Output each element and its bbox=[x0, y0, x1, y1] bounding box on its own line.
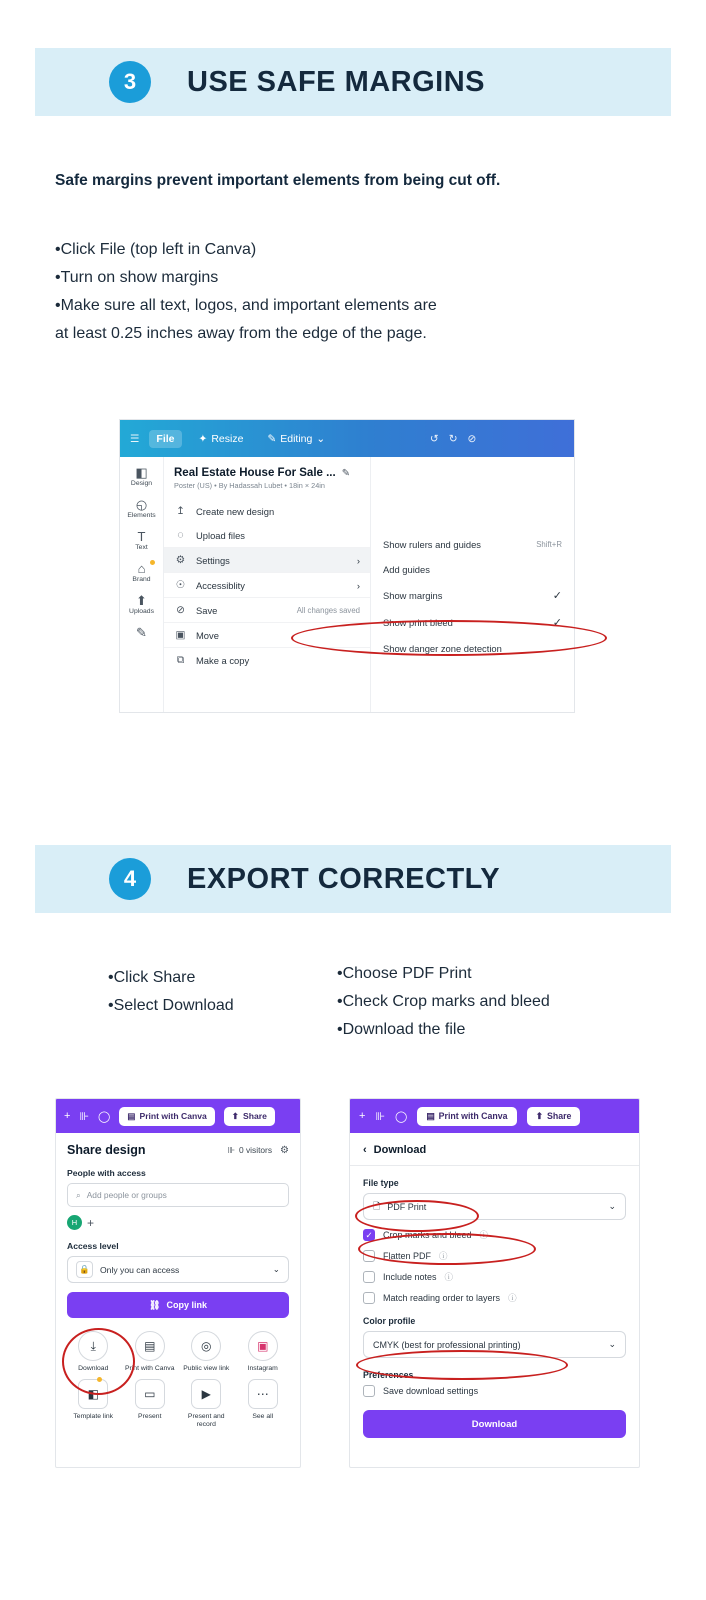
bullet: •Check Crop marks and bleed bbox=[337, 993, 550, 1010]
section-4-bullets-right bbox=[337, 960, 550, 1044]
info-icon[interactable]: ⓘ bbox=[444, 1272, 454, 1282]
option-label: Save download settings bbox=[383, 1386, 479, 1396]
menu-item-save[interactable] bbox=[164, 597, 370, 622]
menu-item-label: Accessiblity bbox=[196, 579, 245, 591]
section-banner-4 bbox=[35, 845, 671, 913]
option-label: Include notes bbox=[383, 1272, 437, 1282]
option-flatten-pdf[interactable] bbox=[363, 1250, 626, 1262]
action-label: Public view link bbox=[183, 1365, 230, 1372]
chart-icon[interactable]: ⊪ bbox=[79, 1110, 90, 1123]
share-design-title: Share design bbox=[67, 1143, 146, 1157]
submenu-item-label: Add guides bbox=[383, 564, 430, 575]
save-status: All changes saved bbox=[296, 605, 360, 615]
access-level-value: Only you can access bbox=[100, 1264, 180, 1275]
share-actions-grid bbox=[67, 1331, 289, 1429]
info-icon[interactable]: ⓘ bbox=[479, 1230, 489, 1240]
download-panel-body bbox=[350, 1133, 639, 1449]
action-label: Instagram bbox=[247, 1365, 278, 1372]
submenu-item-add-guides[interactable] bbox=[371, 557, 574, 582]
menu-item-label: Make a copy bbox=[196, 655, 250, 666]
sidebar-item-label: Elements bbox=[127, 512, 156, 519]
bullet: •Select Download bbox=[108, 997, 234, 1014]
avatar[interactable]: H bbox=[67, 1215, 82, 1230]
access-level-label: Access level bbox=[67, 1241, 119, 1251]
shortcut-label: Shift+R bbox=[536, 540, 562, 549]
submenu-item-label: Show rulers and guides bbox=[383, 539, 481, 550]
option-crop-marks[interactable] bbox=[363, 1229, 626, 1241]
sidebar-item-draw[interactable] bbox=[120, 625, 163, 640]
info-icon[interactable]: ⓘ bbox=[439, 1251, 448, 1261]
magic-wand-icon: ✦ bbox=[198, 432, 208, 445]
print-icon: ▤ bbox=[426, 1110, 435, 1121]
file-type-label: File type bbox=[363, 1178, 399, 1188]
new-design-icon: ↥ bbox=[176, 505, 185, 517]
share-toolbar bbox=[56, 1099, 300, 1133]
section-3-bullets bbox=[55, 236, 437, 348]
bullet: at least 0.25 inches away from the edge of the page. bbox=[55, 325, 427, 342]
new-badge-icon bbox=[97, 1377, 102, 1382]
gear-icon[interactable]: ⚙ bbox=[280, 1144, 289, 1156]
action-present[interactable] bbox=[124, 1379, 177, 1429]
chart-icon: ⊪ bbox=[227, 1145, 235, 1155]
section-3-lead: Safe margins prevent important elements from being cut off. bbox=[55, 172, 501, 189]
print-with-canva-label: Print with Canva bbox=[438, 1111, 508, 1121]
submenu-item-label: Show print bleed bbox=[383, 617, 453, 628]
share-button[interactable] bbox=[527, 1107, 581, 1126]
bullet: •Choose PDF Print bbox=[337, 965, 472, 982]
checkbox-icon[interactable] bbox=[363, 1271, 375, 1283]
instagram-icon: ▣ bbox=[248, 1331, 278, 1361]
checkbox-icon[interactable] bbox=[363, 1385, 375, 1397]
document-title-row[interactable] bbox=[164, 457, 370, 481]
access-level-select[interactable] bbox=[67, 1256, 289, 1283]
present-record-icon: ▶ bbox=[191, 1379, 221, 1409]
step-badge-4: 4 bbox=[109, 858, 151, 900]
move-icon: ▣ bbox=[175, 629, 186, 641]
action-label: Print with Canva bbox=[125, 1365, 175, 1372]
accessibility-icon: ☉ bbox=[175, 579, 186, 591]
present-icon: ▭ bbox=[135, 1379, 165, 1409]
upload-icon: ◌ bbox=[177, 529, 184, 541]
document-subtitle: Poster (US) • By Hadassah Lubet • 18in × 24in bbox=[174, 481, 325, 490]
option-label: Flatten PDF bbox=[383, 1251, 432, 1261]
text-icon: T bbox=[137, 529, 146, 544]
chevron-down-icon: ⌄ bbox=[608, 1339, 616, 1349]
menu-item-upload-files[interactable] bbox=[164, 523, 370, 547]
print-icon: ▤ bbox=[127, 1110, 136, 1121]
sidebar-item-label: Uploads bbox=[129, 608, 154, 615]
action-template-link[interactable] bbox=[67, 1379, 120, 1429]
action-print-with-canva[interactable] bbox=[124, 1331, 177, 1373]
submenu-item-label: Show margins bbox=[383, 590, 443, 601]
checkbox-icon[interactable] bbox=[363, 1292, 375, 1304]
share-button[interactable] bbox=[224, 1107, 275, 1126]
sidebar-item-uploads[interactable] bbox=[120, 593, 163, 615]
download-icon: ⤓ bbox=[78, 1331, 108, 1361]
bullet: •Click File (top left in Canva) bbox=[55, 241, 257, 258]
info-icon[interactable]: ⓘ bbox=[508, 1293, 517, 1303]
plus-icon[interactable]: + bbox=[64, 1110, 71, 1122]
action-present-and-record[interactable] bbox=[180, 1379, 233, 1429]
canva-editor-screenshot bbox=[119, 419, 575, 713]
menu-item-settings[interactable] bbox=[164, 547, 370, 572]
share-icon: ⬆ bbox=[535, 1110, 543, 1121]
chevron-down-icon: ⌄ bbox=[272, 1264, 280, 1274]
chevron-right-icon: › bbox=[356, 554, 360, 566]
bullet: •Make sure all text, logos, and important elements are bbox=[55, 297, 437, 314]
redo-icon[interactable]: ↻ bbox=[448, 432, 458, 445]
see-all-icon: ⋯ bbox=[248, 1379, 278, 1409]
elements-icon: ◵ bbox=[135, 497, 148, 512]
action-public-view-link[interactable] bbox=[180, 1331, 233, 1373]
chevron-down-icon: ⌄ bbox=[608, 1201, 616, 1211]
check-icon: ✓ bbox=[552, 590, 562, 602]
menu-item-accessibility[interactable] bbox=[164, 572, 370, 597]
action-label: Download bbox=[78, 1365, 109, 1372]
search-icon: ⌕ bbox=[76, 1189, 81, 1200]
option-label: Crop marks and bleed bbox=[383, 1230, 472, 1240]
template-link-icon: ◧ bbox=[78, 1379, 108, 1409]
option-save-download-settings[interactable] bbox=[363, 1385, 626, 1397]
resize-button[interactable] bbox=[192, 430, 251, 448]
canva-download-screenshot bbox=[349, 1098, 640, 1468]
sidebar-item-elements[interactable] bbox=[120, 497, 163, 519]
hamburger-icon[interactable]: ☰ bbox=[130, 432, 140, 445]
undo-icon[interactable]: ↺ bbox=[429, 432, 439, 445]
bullet: •Click Share bbox=[108, 969, 196, 986]
download-button[interactable]: Download bbox=[363, 1410, 626, 1438]
action-label: Template link bbox=[73, 1413, 114, 1420]
check-icon: ✓ bbox=[552, 617, 562, 629]
share-label: Share bbox=[243, 1111, 267, 1121]
design-icon: ◧ bbox=[135, 465, 148, 480]
sidebar-item-label: Brand bbox=[132, 576, 151, 583]
add-person-icon[interactable]: + bbox=[87, 1215, 95, 1230]
link-icon: ⛓ bbox=[149, 1299, 161, 1310]
canva-side-rail bbox=[120, 457, 164, 713]
print-with-canva-button[interactable] bbox=[417, 1107, 516, 1126]
share-label: Share bbox=[546, 1111, 572, 1121]
file-menu-button[interactable]: File bbox=[149, 430, 181, 448]
menu-item-label: Save bbox=[196, 604, 218, 616]
print-canva-icon: ▤ bbox=[135, 1331, 165, 1361]
share-icon: ⬆ bbox=[231, 1110, 239, 1121]
submenu-item-show-margins[interactable] bbox=[371, 582, 574, 609]
canva-file-menu bbox=[164, 457, 371, 713]
submenu-item-label: Show danger zone detection bbox=[383, 643, 502, 654]
sidebar-item-design[interactable] bbox=[120, 465, 163, 487]
canva-settings-submenu bbox=[371, 457, 574, 713]
menu-item-make-a-copy[interactable] bbox=[164, 647, 370, 673]
chart-icon[interactable]: ⊪ bbox=[375, 1110, 386, 1123]
file-type-select[interactable] bbox=[363, 1193, 626, 1220]
save-icon: ⊘ bbox=[176, 604, 185, 616]
share-header-row bbox=[67, 1143, 289, 1157]
sidebar-item-label: Text bbox=[135, 544, 148, 551]
color-profile-value: CMYK (best for professional printing) bbox=[373, 1339, 521, 1350]
menu-item-move[interactable] bbox=[164, 622, 370, 647]
sidebar-item-brand[interactable] bbox=[120, 561, 163, 583]
divider bbox=[350, 1165, 639, 1166]
action-label: Present bbox=[138, 1413, 162, 1420]
settings-icon: ⚙ bbox=[175, 554, 186, 566]
preferences-label: Preferences bbox=[363, 1370, 414, 1380]
copy-link-button[interactable] bbox=[67, 1292, 289, 1318]
action-instagram[interactable] bbox=[237, 1331, 290, 1373]
section-4-bullets-left bbox=[108, 964, 234, 1020]
bullet: •Download the file bbox=[337, 1021, 466, 1038]
editing-label: Editing bbox=[280, 432, 313, 445]
add-people-placeholder: Add people or groups bbox=[86, 1190, 167, 1200]
download-title: Download bbox=[373, 1144, 427, 1156]
option-include-notes[interactable] bbox=[363, 1271, 626, 1283]
submenu-item-show-danger-zone[interactable] bbox=[371, 636, 574, 661]
copy-link-label: Copy link bbox=[166, 1300, 207, 1310]
canva-share-screenshot bbox=[55, 1098, 301, 1468]
visitors-label: 0 visitors bbox=[238, 1145, 273, 1155]
download-header[interactable] bbox=[363, 1144, 626, 1156]
menu-item-label: Move bbox=[196, 629, 219, 641]
editing-mode-button[interactable] bbox=[260, 430, 332, 448]
option-label: Match reading order to layers bbox=[383, 1293, 501, 1303]
add-people-input[interactable] bbox=[67, 1183, 289, 1207]
chevron-left-icon[interactable]: ‹ bbox=[363, 1144, 367, 1156]
document-title: Real Estate House For Sale ... bbox=[174, 467, 336, 479]
action-label: See all bbox=[252, 1413, 274, 1420]
canva-body bbox=[120, 457, 574, 713]
color-profile-select[interactable] bbox=[363, 1331, 626, 1358]
people-with-access-label: People with access bbox=[67, 1168, 146, 1178]
bullet: •Turn on show margins bbox=[55, 269, 219, 286]
color-profile-label: Color profile bbox=[363, 1316, 416, 1326]
menu-item-label: Upload files bbox=[196, 529, 245, 541]
share-panel-body bbox=[56, 1133, 300, 1439]
menu-item-create-new-design[interactable] bbox=[164, 499, 370, 523]
chevron-down-icon: ⌄ bbox=[316, 432, 326, 445]
pencil-icon[interactable]: ✎ bbox=[341, 467, 351, 479]
lock-icon: 🔒 bbox=[76, 1261, 93, 1278]
sidebar-item-text[interactable] bbox=[120, 529, 163, 551]
resize-label: Resize bbox=[211, 432, 244, 445]
menu-item-label: Create new design bbox=[196, 505, 275, 517]
public-view-icon: ◎ bbox=[191, 1331, 221, 1361]
comment-icon[interactable]: ◯ bbox=[395, 1110, 408, 1123]
no-entry-icon[interactable]: ⊘ bbox=[467, 432, 477, 445]
step-badge-3: 3 bbox=[109, 61, 151, 103]
uploads-icon: ⬆ bbox=[136, 593, 147, 608]
pencil-icon: ✎ bbox=[267, 432, 277, 445]
submenu-item-show-rulers[interactable] bbox=[371, 532, 574, 557]
print-with-canva-button[interactable] bbox=[119, 1107, 214, 1126]
brand-badge-icon bbox=[150, 560, 155, 565]
submenu-top-space bbox=[371, 459, 574, 532]
section-title-4: EXPORT CORRECTLY bbox=[187, 862, 501, 895]
checkbox-icon[interactable] bbox=[363, 1250, 375, 1262]
sidebar-item-label: Design bbox=[130, 480, 153, 487]
access-avatars bbox=[67, 1215, 289, 1230]
file-type-value: PDF Print bbox=[387, 1201, 427, 1212]
file-icon: 🗋 bbox=[373, 1200, 381, 1211]
canva-toolbar bbox=[120, 420, 574, 457]
option-match-reading-order[interactable] bbox=[363, 1292, 626, 1304]
submenu-item-show-print-bleed[interactable] bbox=[371, 609, 574, 636]
print-with-canva-label: Print with Canva bbox=[139, 1111, 207, 1121]
brand-icon: ⌂ bbox=[137, 561, 146, 576]
plus-icon[interactable]: + bbox=[359, 1110, 366, 1122]
action-see-all[interactable] bbox=[237, 1379, 290, 1429]
action-label: Present and record bbox=[187, 1413, 225, 1428]
action-download[interactable] bbox=[67, 1331, 120, 1373]
checkbox-checked-icon[interactable]: ✓ bbox=[363, 1229, 375, 1241]
menu-item-label: Settings bbox=[196, 554, 230, 566]
comment-icon[interactable]: ◯ bbox=[98, 1110, 111, 1123]
download-toolbar bbox=[350, 1099, 639, 1133]
chevron-right-icon: › bbox=[356, 579, 360, 591]
draw-icon: ✎ bbox=[136, 625, 147, 640]
copy-icon: ⧉ bbox=[176, 654, 185, 666]
visitors-stat[interactable] bbox=[228, 1145, 272, 1155]
section-title-3: USE SAFE MARGINS bbox=[187, 65, 486, 98]
section-banner-3 bbox=[35, 48, 671, 116]
